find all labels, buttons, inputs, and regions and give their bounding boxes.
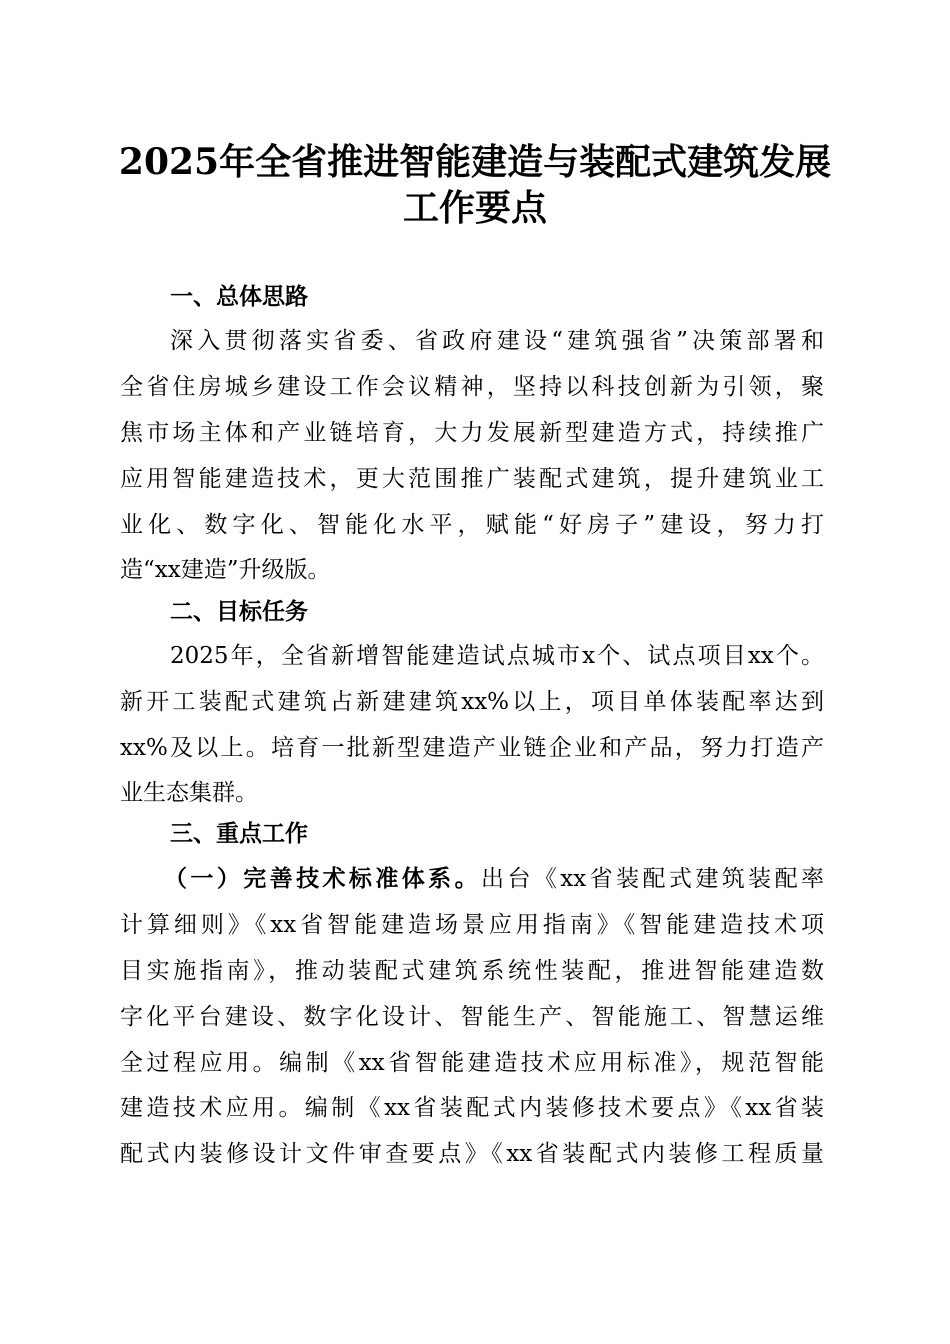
- section-heading-key-work: 三、重点工作: [170, 821, 308, 847]
- paragraph-line: 全省住房城乡建设工作会议精神，坚持以科技创新为引领，聚: [120, 374, 824, 400]
- paragraph-line: 计算细则》《xx省智能建造场景应用指南》《智能建造技术项: [120, 912, 824, 938]
- paragraph-line: [164, 864, 824, 894]
- section-heading-overall-approach: 一、总体思路: [170, 284, 308, 310]
- item-lead-text: （一）完善技术标准体系。: [164, 866, 482, 892]
- section-heading-goals: 二、目标任务: [170, 599, 308, 625]
- paragraph-line: 字化平台建设、数字化设计、智能生产、智能施工、智慧运维: [120, 1004, 824, 1030]
- document-title-line-2: 工作要点: [402, 187, 547, 229]
- paragraph-line: 建造技术应用。编制《xx省装配式内装修技术要点》《xx省装: [120, 1095, 824, 1121]
- paragraph-line: 全过程应用。编制《xx省智能建造技术应用标准》，规范智能: [120, 1050, 824, 1076]
- paragraph-line: 配式内装修设计文件审查要点》《xx省装配式内装修工程质量: [120, 1141, 824, 1167]
- paragraph-line: 目实施指南》，推动装配式建筑系统性装配，推进智能建造数: [120, 958, 824, 984]
- paragraph-line: 2025年，全省新增智能建造试点城市x个、试点项目xx个。: [170, 643, 824, 669]
- document-title-line-1: 2025年全省推进智能建造与装配式建筑发展: [118, 141, 832, 183]
- paragraph-line: 应用智能建造技术，更大范围推广装配式建筑，提升建筑业工: [120, 466, 824, 492]
- paragraph-line: 新开工装配式建筑占新建建筑xx%以上，项目单体装配率达到: [120, 689, 824, 715]
- paragraph-line: 业生态集群。: [120, 780, 258, 806]
- paragraph-line: 深入贯彻落实省委、省政府建设“建筑强省”决策部署和: [170, 328, 824, 354]
- paragraph-line: 焦市场主体和产业链培育，大力发展新型建造方式，持续推广: [120, 420, 824, 446]
- paragraph-line: xx%及以上。培育一批新型建造产业链企业和产品，努力打造产: [120, 735, 824, 761]
- paragraph-line: 造“xx建造”升级版。: [120, 557, 331, 583]
- paragraph-line: 业化、数字化、智能化水平，赋能“好房子”建设，努力打: [120, 512, 824, 538]
- item-first-line-text: 出台《xx省装配式建筑装配率: [481, 866, 824, 892]
